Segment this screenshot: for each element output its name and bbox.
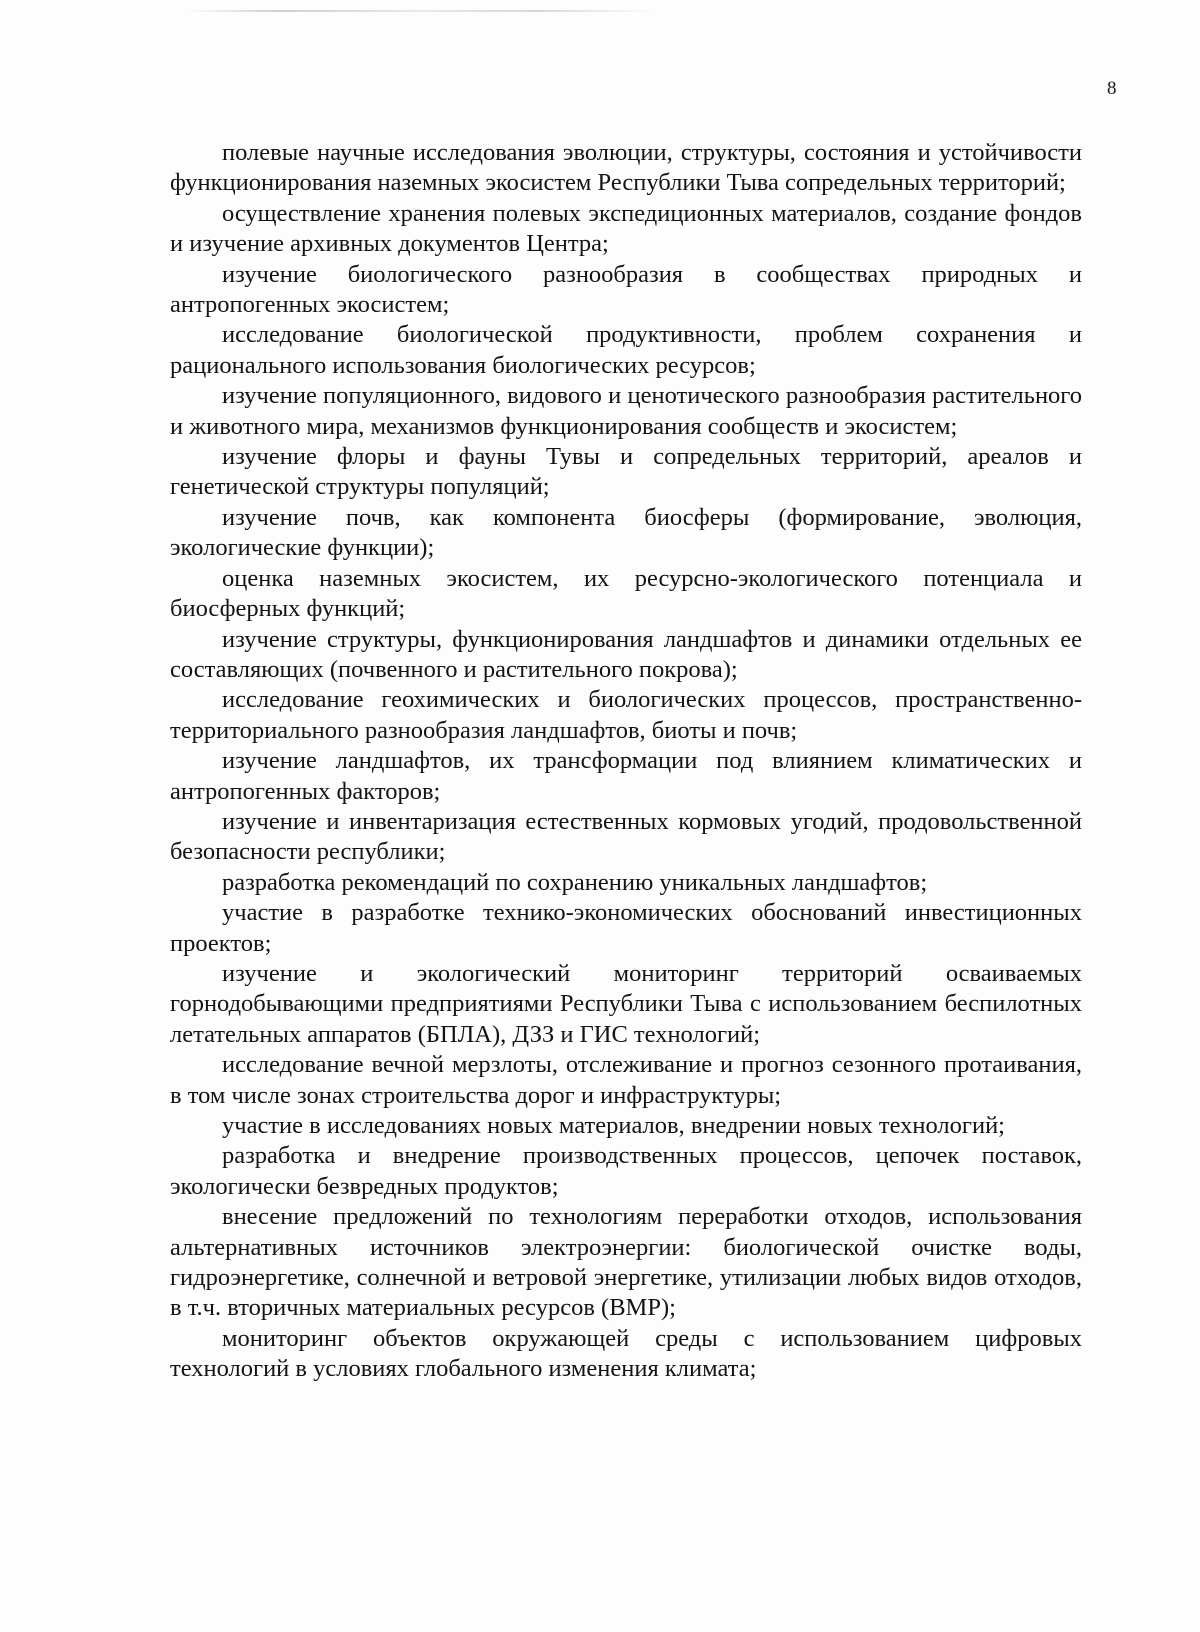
list-item: изучение флоры и фауны Тувы и сопредельных территорий, ареалов и генетической структуры популяций; <box>170 443 1082 501</box>
list-item: исследование биологической продуктивности, проблем сохранения и рационального использования биологических ресурсов; <box>170 321 1082 379</box>
list-item: участие в исследованиях новых материалов, внедрении новых технологий; <box>222 1112 1005 1139</box>
scan-artifact <box>185 10 655 12</box>
list-item: разработка и внедрение производственных процессов, цепочек поставок, экологически безвредных продуктов; <box>170 1142 1082 1200</box>
list-item: разработка рекомендаций по сохранению уникальных ландшафтов; <box>222 868 928 896</box>
list-item: исследование геохимических и биологических процессов, пространственно-территориального разнообразия ландшафтов, биоты и почв; <box>170 686 1082 744</box>
list-item: изучение структуры, функционирования ландшафтов и динамики отдельных ее составляющих (почвенного и растительного покрова); <box>170 625 1082 683</box>
list-item: изучение ландшафтов, их трансформации под влиянием климатических и антропогенных факторов; <box>170 747 1082 805</box>
page-number: 8 <box>1107 78 1117 99</box>
list-item: оценка наземных экосистем, их ресурсно-экологического потенциала и биосферных функций; <box>170 564 1082 623</box>
list-item: исследование вечной мерзлоты, отслеживание и прогноз сезонного протаивания, в том числе зонах строительства дорог и инфраструктуры; <box>170 1051 1082 1109</box>
list-item: внесение предложений по технологиям переработки отходов, использования альтернативных источников электроэнергии: биологической очистке воды, гидроэнергетике, солнечной и ветровой энергетике, утилизации любых видов отходов, в т.ч. вторичных материальных ресурсов (ВМР); <box>170 1203 1082 1322</box>
list-item: изучение и экологический мониторинг территорий осваиваемых горнодобывающими предприятиями Республики Тыва с использованием беспилотных летательных аппаратов (БПЛА), ДЗЗ и ГИС технологий; <box>170 959 1082 1048</box>
list-item: участие в разработке технико-экономических обоснований инвестиционных проектов; <box>170 899 1082 957</box>
list-item: осуществление хранения полевых экспедиционных материалов, создание фондов и изучение архивных документов Центра; <box>170 199 1082 258</box>
list-item: полевые научные исследования эволюции, структуры, состояния и устойчивости функционирования наземных экосистем Республики Тыва сопредельных территорий; <box>170 139 1082 197</box>
list-item: изучение и инвентаризация естественных кормовых угодий, продовольственной безопасности республики; <box>170 807 1082 866</box>
document-body <box>170 138 1082 1385</box>
list-item: изучение биологического разнообразия в сообществах природных и антропогенных экосистем; <box>170 260 1082 319</box>
list-item: мониторинг объектов окружающей среды с использованием цифровых технологий в условиях глобального изменения климата; <box>170 1324 1082 1383</box>
list-item: изучение популяционного, видового и ценотического разнообразия растительного и животного мира, механизмов функционирования сообществ и экосистем; <box>170 382 1082 440</box>
list-item: изучение почв, как компонента биосферы (формирование, эволюция, экологические функции); <box>170 503 1082 562</box>
